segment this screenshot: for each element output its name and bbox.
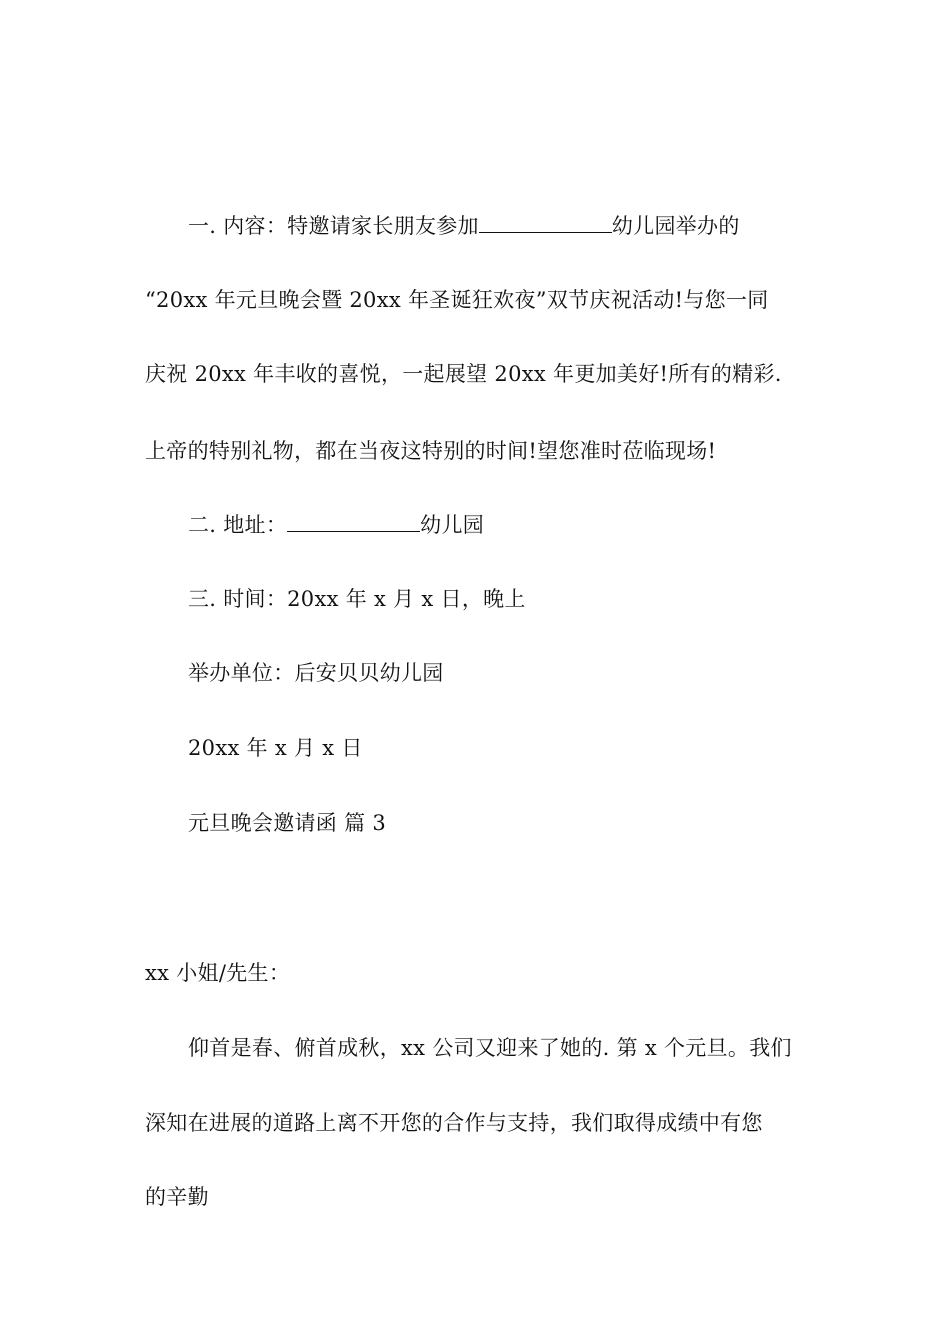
date-line: 20xx 年 x 月 x 日 bbox=[188, 736, 363, 760]
organizer-line: 举办单位：后安贝贝幼儿园 bbox=[188, 661, 444, 685]
content-prefix: 一. 内容：特邀请家长朋友参加 bbox=[188, 214, 479, 238]
content-line-2: “20xx 年元旦晚会暨 20xx 年圣诞狂欢夜”双节庆祝活动!与您一同 bbox=[145, 288, 769, 312]
blank-kindergarten-name bbox=[479, 212, 612, 233]
address-line bbox=[188, 510, 950, 540]
section-heading: 元旦晚会邀请函 篇 3 bbox=[188, 811, 387, 835]
body-line-2: 深知在进展的道路上离不开您的合作与支持，我们取得成绩中有您 bbox=[145, 1111, 763, 1135]
content-line-3: 庆祝 20xx 年丰收的喜悦，一起展望 20xx 年更加美好!所有的精彩. bbox=[145, 362, 782, 386]
address-prefix: 二. 地址： bbox=[188, 513, 288, 537]
body-line-1: 仰首是春、俯首成秋，xx 公司又迎来了她的. 第 x 个元旦。我们 bbox=[188, 1036, 792, 1060]
salutation: xx 小姐/先生： bbox=[145, 961, 291, 985]
blank-address bbox=[287, 511, 420, 532]
time-line: 三. 时间：20xx 年 x 月 x 日，晚上 bbox=[188, 587, 526, 611]
address-suffix: 幼儿园 bbox=[420, 513, 485, 537]
body-line-3: 的辛勤 bbox=[145, 1185, 209, 1209]
content-line-4: 上帝的特别礼物，都在当夜这特别的时间!望您准时莅临现场! bbox=[145, 439, 717, 463]
content-line-1 bbox=[188, 211, 950, 241]
content-suffix: 幼儿园举办的 bbox=[611, 214, 740, 238]
